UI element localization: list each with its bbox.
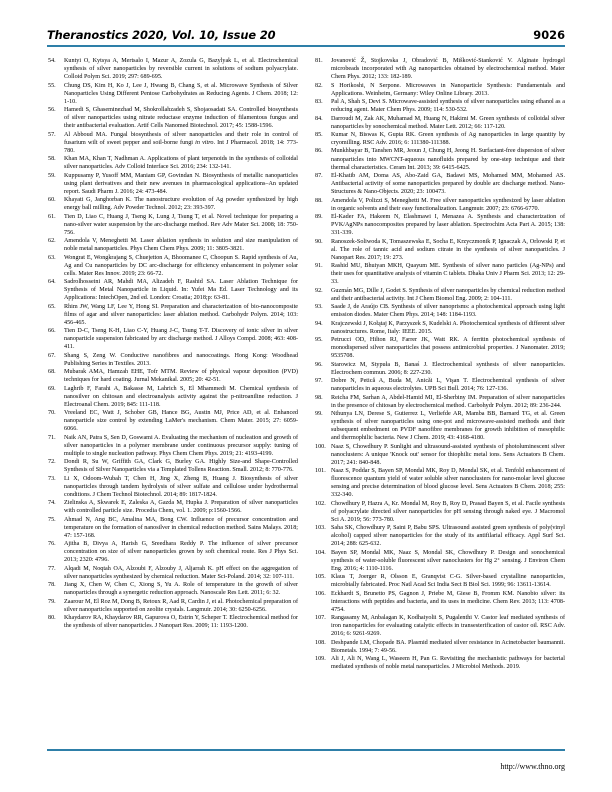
reference-citation-text: Rangasamy M, Anbalagan K, Kodhaiyolii S, Pugalenthi V. Castor leaf mediated synthesis of iron nanoparticles for evaluating catalytic effects in transesterification of castor oil. RSC Adv. 2016; 6: 9261-9269. xyxy=(331,615,565,638)
reference-entry xyxy=(314,524,565,548)
reference-citation-text: Tien D-C, Tseng K-H, Liao C-Y, Huang J-C, Tsung T-T. Discovery of ionic silver in silver nanoparticle suspension fabricated by arc discharge method. J Alloys Compd. 2008; 463: 408-411. xyxy=(64,328,298,351)
reference-citation-text: Dondi R, Su W, Griffith GA, Clark G, Burley GA. Highly Size-and Shape-Controlled Synthesis of Silver Nanoparticles via a Templated Tollens Reaction. Small. 2012; 8: 770-776. xyxy=(64,459,298,474)
reference-citation-text: Amendola V, Meneghetti M. Laser ablation synthesis in solution and size manipulation of noble metal nanoparticles. Phys Chem Chem Phys. 2009; 11: 3805-3821. xyxy=(64,238,298,253)
reference-citation-text: El-Khatib AM, Doma AS, Abo-Zaid GA, Badawi MS, Mohamed MM, Mohamed AS. Antibacterial activity of some nanoparticles prepared by double arc discharge method. Nano-Structures & Nano-Objects. 2020; 23: 100473. xyxy=(331,173,565,196)
reference-number: 61. xyxy=(48,213,56,220)
reference-entry xyxy=(314,500,565,524)
reference-entry xyxy=(314,655,565,671)
reference-number: 92. xyxy=(315,287,323,294)
reference-number: 82. xyxy=(315,82,323,89)
reference-entry xyxy=(314,336,565,360)
reference-entry xyxy=(47,368,298,384)
reference-entry xyxy=(47,106,298,130)
reference-number: 90. xyxy=(315,238,323,245)
reference-number: 68. xyxy=(48,369,56,376)
reference-number: 89. xyxy=(315,214,323,221)
reference-entry xyxy=(47,385,298,409)
reference-citation-text: S Horikoshi, N Serpone. Microwaves in Nanoparticle Synthesis: Fundamentals and Applications. Weinheim, Germany: Wiley Online Library. 2013. xyxy=(331,82,565,97)
reference-entry xyxy=(47,213,298,237)
reference-citation-text: Darroudi M, Zak AK, Muhamad M, Huang N, Hakimi M. Green synthesis of colloidal silver nanoparticles by sonochemical method. Mater Lett. 2012; 66: 117-120. xyxy=(331,115,565,130)
reference-citation-text: Mubarak AMA, Hamzah EHE, Tofr MTM. Review of physical vapour deposition (PVD) techniques for hard coating. Jurnal Mekanikal. 2005; 20: 42-51. xyxy=(64,369,298,384)
reference-entry xyxy=(47,352,298,368)
reference-citation-text: Krajczewski J, Kołątaj K, Parzyszek S, Kudelski A. Photochemical synthesis of different silver nanostructures. Rome, Italy: IEEE. 2015. xyxy=(331,320,565,335)
reference-citation-text: Chung DS, Kim H, Ko J, Lee J, Hwang B, Chang S, et al. Microwave Synthesis of Silver Nanoparticles Using Different Pentose Carbohydrates as Reducing Agents. J Chem. 2018; 12: 1-10. xyxy=(64,82,298,105)
reference-entry xyxy=(47,434,298,458)
reference-number: 98. xyxy=(315,394,323,401)
reference-citation-text: Chowdhury P, Hazra A, Kr. Mondal M, Roy B, Roy D, Prasad Bayen S, et al. Facile synthesis of polyacrylate directed silver nanoparticles for pH sensing through naked eye. J Macromol Sci A. 2019; 56: 773-780. xyxy=(331,500,565,523)
reference-citation-text: Jiang X, Chen W, Chen C, Xiong S, Yu A. Role of temperature in the growth of silver nanoparticles through a synergetic reduction approach. Nanoscale Res Lett. 2011; 6: 32. xyxy=(64,582,298,597)
reference-citation-text: Shang S, Zeng W. Conductive nanofibres and nanocoatings. Hong Kong: Woodhead Publishing Series in Textiles. 2013. xyxy=(64,352,298,367)
reference-entry xyxy=(314,394,565,410)
footer-divider xyxy=(47,749,565,751)
reference-columns xyxy=(47,57,565,672)
reference-entry xyxy=(314,131,565,147)
reference-number: 70. xyxy=(48,410,56,417)
reference-citation-text: Petrucci OD, Hilton RJ, Farrer JK, Watt RK. A ferritin photochemical synthesis of monodispersed silver nanoparticles that possess antimicrobial properties. J Nanomater. 2019; 9535708. xyxy=(331,337,565,360)
reference-citation-text: Ali J, Ali N, Wang L, Waseem H, Pan G. Revisiting the mechanistic pathways for bacterial mediated synthesis of noble metal nanoparticles. J Microbiol Methods. 2019. xyxy=(331,656,565,671)
reference-entry xyxy=(314,590,565,614)
reference-entry xyxy=(47,614,298,630)
reference-number: 96. xyxy=(315,361,323,368)
reference-number: 106. xyxy=(315,590,326,597)
reference-entry xyxy=(314,549,565,573)
reference-entry xyxy=(314,82,565,98)
reference-number: 72. xyxy=(48,459,56,466)
reference-citation-text: Alqadi M, Noqtah OA, Alzoubi F, Alzouby J, Aljarrah K. pH effect on the aggregation of silver nanoparticles synthesized by chemical reduction. Mater Sci-Poland. 2014; 32: 107-111. xyxy=(64,565,298,580)
reference-number: 87. xyxy=(315,173,323,179)
reference-entry xyxy=(314,213,565,237)
reference-number: 85. xyxy=(315,131,323,138)
reference-number: 83. xyxy=(315,99,323,106)
reference-number: 104. xyxy=(315,549,326,556)
reference-citation-text: Wongrat E, Wongkrajang S, Chuejetton A, Bhoomanee C, Choopun S. Rapid synthesis of Au, Ag and Cu nanoparticles by DC arc-discharge for efficiency enhancement in polymer solar cells. Mater Res Innov. 2019; 23: 66-72. xyxy=(64,254,298,277)
reference-number: 54. xyxy=(48,58,56,64)
reference-entry xyxy=(47,516,298,540)
reference-citation-text: Ajitha B, Divya A, Harish G, Sreedhara Reddy P. The influence of silver precursor concentration on size of silver nanoparticles grown by soft chemical route. Res J Phys Sci. 2013; 2320: 4796. xyxy=(64,541,298,564)
reference-citation-text: Guzmán MG, Dille J, Godet S. Synthesis of silver nanoparticles by chemical reduction method and their antibacterial activity. Int J Chem Biomol Eng. 2009; 2: 104-111. xyxy=(331,287,565,302)
journal-website-link[interactable]: http://www.thno.org xyxy=(500,762,565,771)
reference-citation-text: Dobre N, Petică A, Buda M, Anicăi L, Vişan T. Electrochemical synthesis of silver nanoparticles in aqueous electrolytes. UPB Sci Bull. 2014; 76: 127-136. xyxy=(331,378,565,393)
reference-citation-text: Al Abboud MA. Fungal biosynthesis of silver nanoparticles and their role in control of fusarium wilt of sweet pepper and soil-borne fungi in vitro. Int J Pharmacol. 2018; 14: 773-780. xyxy=(64,131,299,154)
reference-citation-text: Li X, Odoom-Wubah T, Chen H, Jing X, Zheng B, Huang J. Biosynthesis of silver nanoparticles through tandem hydrolysis of silver sulfate and cellulose under hydrothermal conditions. J Chem Technol Biotechnol. 2014; 89: 1817-1824. xyxy=(64,475,298,498)
reference-citation-text: Kuntyi O, Kytsya A, Mertsalo I, Mazur A, Zozula G, Bazylyak L, et al. Electrochemical synthesis of silver nanoparticles by reversible current in solutions of sodium polyacrylate. Colloid Polym Sci. 2019; 297: 689-695. xyxy=(64,58,298,81)
reference-citation-text: Saha SK, Chowdhury P, Saini P, Babu SPS. Ultrasound assisted green synthesis of poly(vinyl alcohol) capped silver nanoparticles for the study of its antifilarial efficacy. Appl Surf Sci. 2014; 288: 625-632. xyxy=(331,525,565,548)
reference-citation-text: Eckhardt S, Brunetto PS, Gagnon J, Priebe M, Giese B, Fromm KM. Nanobio silver: its interactions with peptides and bacteria, and its uses in medicine. Chem Rev. 2013; 113: 4708-4754. xyxy=(331,590,565,613)
reference-entry xyxy=(314,443,565,467)
page-header xyxy=(47,28,565,42)
reference-citation-text: Starowicz M, Stypuła B, Banaś J. Electrochemical synthesis of silver nanoparticles. Electrochem commun. 2006; 8: 227-230. xyxy=(331,361,565,376)
reference-entry xyxy=(47,155,298,171)
reference-number: 101. xyxy=(315,468,326,475)
reference-number: 95. xyxy=(315,337,323,344)
reference-entry xyxy=(314,287,565,303)
reference-entry xyxy=(47,475,298,499)
reference-number: 88. xyxy=(315,197,323,204)
reference-entry xyxy=(314,172,565,196)
reference-number: 94. xyxy=(315,320,323,327)
reference-citation-text: Zielinska A, Skwarek E, Zaleska A, Gazda M, Hupka J. Preparation of silver nanoparticles with controlled particle size. Procedia Chem, vol. 1. 2009; p:1560-1566. xyxy=(64,500,298,515)
reference-number: 76. xyxy=(48,541,56,548)
reference-number: 67. xyxy=(48,352,56,359)
reference-citation-text: Tien D, Liao C, Huang J, Tseng K, Lung J, Tsung T, et al. Novel technique for preparing a nano-silver water suspension by the arc-discharge method. Rev Adv Mater Sci. 2008; 18: 750-756. xyxy=(64,213,298,236)
reference-number: 59. xyxy=(48,172,56,179)
journal-title: Theranostics 2020, Vol. 10, Issue 20 xyxy=(47,28,276,42)
reference-number: 60. xyxy=(48,197,56,204)
reference-entry xyxy=(314,238,565,262)
reference-number: 107. xyxy=(315,615,326,622)
reference-entry xyxy=(47,458,298,474)
reference-entry xyxy=(314,57,565,81)
reference-entry xyxy=(314,573,565,589)
reference-citation-text: Naaz S, Chowdhury P. Sunlight and ultrasound-assisted synthesis of photoluminescent silver nanoclusters: A unique 'Knock out' sensor for thiophilic metal ions. Sens Actuators B Chem. 2017; 241: 840-848. xyxy=(331,443,565,466)
reference-entry xyxy=(47,565,298,581)
reference-number: 97. xyxy=(315,378,323,385)
reference-number: 57. xyxy=(48,131,56,138)
reference-citation-text: Saade J, de Araújo CB. Synthesis of silver nanoprisms: a photochemical approach using light emission diodes. Mater Chem Phys. 2014; 148: 1184-1193. xyxy=(331,304,565,319)
reference-citation-text: Ahmad N, Ang BC, Amalina MA, Bong CW. Influence of precursor concentration and temperature on the formation of nanosilver in chemical reduction method. Sains Malays. 2018; 47: 157-168. xyxy=(64,516,298,539)
reference-number: 105. xyxy=(315,574,326,581)
reference-entry xyxy=(314,410,565,442)
reference-number: 62. xyxy=(48,238,56,245)
right-reference-column xyxy=(314,57,565,672)
reference-citation-text: Khan MA, Khan T, Nadhman A. Applications of plant terpenoids in the synthesis of colloidal silver nanoparticles. Adv Colloid Interface Sci. 2016; 234: 132-141. xyxy=(64,156,298,171)
reference-citation-text: Rhim JW, Wang LF, Lee Y, Hong SI. Preparation and characterization of bio-nanocomposite films of agar and silver nanoparticles: laser ablation method. Carbohydr Polym. 2014; 103: 456-465. xyxy=(64,303,298,326)
reference-citation-text: Kumar N, Biswas K, Gupta RK. Green synthesis of Ag nanoparticles in large quantity by cryomilling. RSC Adv. 2016; 6: 111380-111388. xyxy=(331,131,565,147)
reference-citation-text: Reicha FM, Sarhan A, Abdel-Hamid MI, El-Sherbiny IM. Preparation of silver nanoparticles in the presence of chitosan by electrochemical method. Carbohydr Polym. 2012; 89: 236-244. xyxy=(331,394,565,409)
reference-number: 55. xyxy=(48,82,56,89)
reference-number: 84. xyxy=(315,115,323,122)
reference-number: 56. xyxy=(48,107,56,114)
page-number: 9026 xyxy=(533,28,565,42)
reference-number: 75. xyxy=(48,516,56,523)
header-divider xyxy=(47,45,565,47)
reference-entry xyxy=(47,254,298,278)
reference-entry xyxy=(314,614,565,638)
reference-entry xyxy=(47,598,298,614)
reference-number: 64. xyxy=(48,279,56,286)
reference-entry xyxy=(47,82,298,106)
reference-entry xyxy=(47,278,298,302)
reference-citation-text: El-Kader FA, Hakeem N, Elashmawi I, Menazea A. Synthesis and characterization of PVK/AgNPs nanocomposites prepared by laser ablation. Spectrochim Acta Part A. 2015; 138: 331-339. xyxy=(331,214,565,237)
reference-number: 93. xyxy=(315,304,323,311)
reference-entry xyxy=(314,98,565,114)
reference-number: 81. xyxy=(315,58,323,64)
reference-number: 99. xyxy=(315,411,323,418)
reference-number: 71. xyxy=(48,434,56,441)
reference-citation-text: Ranoszek-Soliwoda K, Tomaszewska E, Socha E, Krzyczmonik P, Ignaczak A, Orlowski P, et al. The role of tannic acid and sodium citrate in the synthesis of silver nanoparticles. J Nanopart Res. 2017; 19: 273. xyxy=(331,238,565,261)
reference-number: 80. xyxy=(48,615,56,622)
reference-citation-text: Deshpande LM, Chopade BA. Plasmid mediated silver resistance in Acinetobacter baumannii. Biometals. 1994; 7: 49-56. xyxy=(331,639,565,654)
reference-entry xyxy=(314,262,565,286)
reference-number: 108. xyxy=(315,639,326,646)
reference-number: 66. xyxy=(48,328,56,335)
reference-citation-text: Hamedi S, Ghaseminezhad M, Shokrollahzadeh S, Shojaosadati SA. Controlled biosynthesis of silver nanoparticles using nitrate reductase enzyme induction of filamentous fungus and their antibacterial evaluation. Artif Cells Nanomed Biotechnol. 2017; 45: 1588-1596. xyxy=(64,107,298,130)
reference-number: 63. xyxy=(48,254,56,261)
reference-entry xyxy=(47,237,298,253)
reference-entry xyxy=(47,327,298,351)
reference-number: 69. xyxy=(48,385,56,392)
reference-entry xyxy=(314,377,565,393)
reference-number: 103. xyxy=(315,525,326,532)
reference-entry xyxy=(47,409,298,433)
reference-entry xyxy=(314,147,565,171)
reference-citation-text: Rashid MU, Bhuiyan MKH, Quayum ME. Synthesis of silver nano particles (Ag-NPs) and their uses for quantitative analysis of vitamin C tablets. Dhaka Univ J Pharm Sci. 2013; 12: 29-33. xyxy=(331,263,565,286)
reference-number: 109. xyxy=(315,656,326,663)
reference-citation-text: Naaz S, Poddar S, Bayen SP, Mondal MK, Roy D, Mondal SK, et al. Tenfold enhancement of fluorescence quantum yield of water soluble silver nanoclusters for nano-molar level glucose sensing and precise determination of blood glucose level. Sens Actuators B Chem. 2018; 255: 332-340. xyxy=(331,468,565,499)
reference-entry xyxy=(314,115,565,131)
reference-entry xyxy=(47,172,298,196)
reference-citation-text: Khaydarov RA, Khaydarov RR, Gapurova O, Estrin Y, Scheper T. Electrochemical method for the synthesis of silver nanoparticles. J Nanopart Res. 2009; 11: 1193-1200. xyxy=(64,615,298,630)
reference-entry xyxy=(314,303,565,319)
reference-number: 77. xyxy=(48,565,56,572)
reference-citation-text: Kuppusamy P, Yusoff MM, Maniam GP, Govindan N. Biosynthesis of metallic nanoparticles using plant derivatives and their new avenues in pharmacological applications–An updated report. Saudi Pharm J. 2016; 24: 473-484. xyxy=(64,172,298,195)
reference-number: 86. xyxy=(315,148,323,155)
reference-citation-text: Sadrolhosseini AR, Mahdi MA, Alizadeh F, Rashid SA. Laser Ablation Technique for Synthesis of Metal Nanoparticle in Liquid. In: Yufei Ma Ed. Laser Technology and its Applications: IntechOpen, 2nd ed. London: Croatia; 2018;p: 63-81. xyxy=(64,279,298,302)
reference-citation-text: Bayen SP, Mondal MK, Naaz S, Mondal SK, Chowdhury P. Design and sonochemical synthesis of water-soluble fluorescent silver nanoclusters for Hg 2⁺ sensing. J Environ Chem Eng. 2016; 4: 1110-1116. xyxy=(331,549,565,572)
reference-citation-text: Zaarour M, El Roz M, Dong B, Retoux R, Aad R, Cardin J, et al. Photochemical preparation of silver nanoparticles supported on zeolite crystals. Langmuir. 2014; 30: 6250-6256. xyxy=(64,598,298,613)
reference-citation-text: Munkhbayar B, Tanshen MR, Jeoun J, Chung H, Jeong H. Surfactant-free dispersion of silver nanoparticles into MWCNT-aqueous nanofluids prepared by one-step technique and their thermal characteristics. Ceram Int. 2013; 39: 6415-6425. xyxy=(331,148,565,171)
reference-entry xyxy=(47,57,298,81)
reference-citation-text: Klaus T, Joerger R, Olsson E, Granqvist C-G. Silver-based crystalline nanoparticles, microbially fabricated. Proc Natl Acad Sci India Sect B Biol Sci. 1999; 96: 13611-13614. xyxy=(331,574,565,589)
reference-entry xyxy=(47,303,298,327)
reference-number: 65. xyxy=(48,303,56,310)
reference-entry xyxy=(47,196,298,212)
reference-entry xyxy=(314,320,565,336)
reference-number: 79. xyxy=(48,598,56,605)
reference-entry xyxy=(314,197,565,213)
left-reference-column xyxy=(47,57,298,672)
reference-number: 102. xyxy=(315,500,326,507)
reference-number: 58. xyxy=(48,156,56,163)
reference-citation-text: Nthunya LN, Derese S, Gutierrez L, Verliefde AR, Mamba BB, Barnard TG, et al. Green synthesis of silver nanoparticles using one-pot and microwave-assisted methods and their subsequent embedment on PVDF nanofibre membranes for growth inhibition of mesophilic and thermophilic bacteria. New J Chem. 2019; 43: 4168-4180. xyxy=(331,411,565,442)
reference-citation-text: Naik AN, Patra S, Sen D, Goswami A. Evaluating the mechanism of nucleation and growth of silver nanoparticles in a polymer membrane under continuous precursor supply: tuning of multiple to single nucleation pathway. Phys Chem Chem Phys. 2019; 21: 4193-4199. xyxy=(64,434,298,457)
reference-entry xyxy=(47,499,298,515)
reference-number: 74. xyxy=(48,500,56,507)
reference-entry xyxy=(47,581,298,597)
reference-citation-text: Pal A, Shah S, Devi S. Microwave-assisted synthesis of silver nanoparticles using ethanol as a reducing agent. Mater Chem Phys. 2009; 114: 530-532. xyxy=(331,99,565,114)
reference-citation-text: Khayati G, Janghorban K. The nanostructure evolution of Ag powder synthesized by high energy ball milling. Adv Powder Technol. 2012; 23: 393-397. xyxy=(64,197,298,212)
reference-entry xyxy=(314,639,565,655)
reference-number: 91. xyxy=(315,263,323,270)
reference-entry xyxy=(314,361,565,377)
reference-citation-text: Jovanović Ž, Stojkovska J, Obradović B, Mišković-Stanković V. Alginate hydrogel microbeads incorporated with Ag nanoparticles obtained by electrochemical method. Mater Chem Phys. 2012; 133: 182-189. xyxy=(331,58,565,81)
reference-citation-text: Amendola V, Polizzi S, Meneghetti M. Free silver nanoparticles synthesized by laser ablation in organic solvents and their easy functionalization. Langmuir. 2007; 23: 6766-6770. xyxy=(331,197,565,212)
reference-citation-text: Laghrib F, Farahi A, Bakasse M, Lahrich S, El Mhammedi M. Chemical synthesis of nanosilver on chitosan and electroanalysis activity against the p-nitroaniline reduction. J Electroanal Chem. 2019; 845: 111-118. xyxy=(64,385,298,408)
reference-entry xyxy=(47,131,298,155)
reference-entry xyxy=(47,540,298,564)
reference-number: 78. xyxy=(48,582,56,589)
reference-citation-text: Vreeland EC, Watt J, Schober GB, Hance BG, Austin MJ, Price AD, et al. Enhanced nanoparticle size control by extending LaMer's mechanism. Chem Mater. 2015; 27: 6059-6066. xyxy=(64,410,298,433)
reference-entry xyxy=(314,467,565,499)
reference-number: 73. xyxy=(48,475,56,482)
reference-number: 100. xyxy=(315,443,326,450)
